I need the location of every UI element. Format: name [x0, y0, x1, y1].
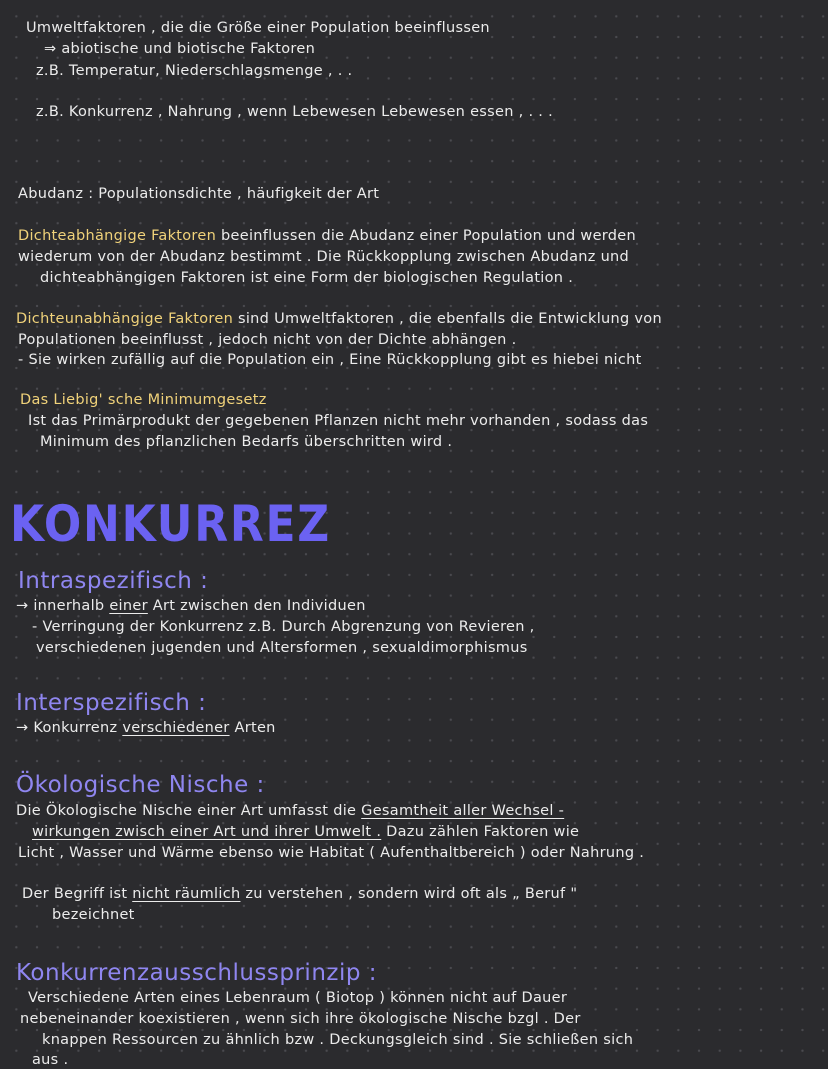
text-fragment: zu verstehen , sondern wird oft als „ Beruf " — [240, 886, 578, 902]
text-line: dichteabhängigen Faktoren ist eine Form der biologischen Regulation . — [40, 270, 574, 286]
text-line: Licht , Wasser und Wärme ebenso wie Habitat ( Aufenthaltbereich ) oder Nahrung . — [18, 845, 645, 861]
text-line: knappen Ressourcen zu ähnlich bzw . Deckungsgleich sind . Sie schließen sich — [42, 1032, 634, 1048]
text-line — [16, 720, 276, 736]
text-line: ⇒ abiotische und biotische Faktoren — [44, 41, 316, 57]
text-line — [22, 886, 577, 902]
text-line — [16, 311, 662, 327]
text-line: Abudanz : Populationsdichte , häufigkeit der Art — [18, 186, 380, 202]
text-fragment: Der Begriff ist — [22, 886, 133, 902]
text-fragment: sind Umweltfaktoren , die ebenfalls die Entwicklung von — [233, 311, 662, 327]
text-line — [16, 803, 564, 819]
text-line: verschiedenen jugenden und Altersformen , sexualdimorphismus — [36, 640, 528, 656]
text-line: nebeneinander koexistieren , wenn sich ihre ökologische Nische bzgl . Der — [20, 1011, 581, 1027]
text-line: Ist das Primärprodukt der gegebenen Pflanzen nicht mehr vorhanden , sodass das — [28, 413, 649, 429]
text-line: aus . — [32, 1052, 69, 1068]
text-fragment: Dazu zählen Faktoren wie — [381, 824, 580, 840]
text-line: - Verringung der Konkurrenz z.B. Durch Abgrenzung von Revieren , — [32, 619, 535, 635]
text-line: - Sie wirken zufällig auf die Population ein , Eine Rückkopplung gibt es hiebei nicht — [18, 352, 642, 368]
term-dichteunabhaengig: Dichteunabhängige Faktoren — [16, 311, 234, 327]
underlined-text: verschiedener — [122, 720, 230, 736]
text-fragment: Art zwischen den Individuen — [147, 598, 366, 614]
text-fragment: Arten — [229, 720, 276, 736]
liebig-title: Das Liebig' sche Minimumgesetz — [20, 392, 267, 408]
text-fragment: → innerhalb — [16, 598, 110, 614]
konkurrenz-title: KONKURREZ — [10, 495, 331, 553]
underlined-text: Gesamtheit aller Wechsel - — [361, 803, 565, 819]
text-line: Populationen beeinflusst , jedoch nicht von der Dichte abhängen . — [18, 332, 517, 348]
text-line: Umweltfaktoren , die die Größe einer Population beeinflussen — [26, 20, 490, 36]
text-line — [16, 598, 366, 614]
term-dichteabhaengig: Dichteabhängige Faktoren — [18, 228, 217, 244]
underlined-text: nicht räumlich — [132, 886, 241, 902]
text-line: z.B. Konkurrenz , Nahrung , wenn Lebewesen Lebewesen essen , . . . — [36, 104, 553, 120]
underlined-text: einer — [109, 598, 148, 614]
text-line — [32, 824, 579, 840]
text-line: wiederum von der Abudanz bestimmt . Die Rückkopplung zwischen Abudanz und — [18, 249, 630, 265]
text-line: z.B. Temperatur, Niederschlagsmenge , . . — [36, 63, 353, 79]
heading-intraspezifisch: Intraspezifisch : — [18, 568, 209, 594]
text-line — [18, 228, 636, 244]
text-fragment: Die Ökologische Nische einer Art umfasst die — [16, 803, 362, 819]
underlined-text: wirkungen zwisch einer Art und ihrer Umwelt . — [32, 824, 382, 840]
heading-konkurrenzausschlussprinzip: Konkurrenzausschlussprinzip : — [16, 960, 378, 986]
heading-interspezifisch: Interspezifisch : — [16, 690, 207, 716]
text-fragment: beeinflussen die Abudanz einer Population und werden — [216, 228, 637, 244]
text-line: Verschiedene Arten eines Lebenraum ( Biotop ) können nicht auf Dauer — [28, 990, 568, 1006]
text-line: Minimum des pflanzlichen Bedarfs überschritten wird . — [40, 434, 453, 450]
heading-oekologische-nische: Ökologische Nische : — [16, 772, 265, 798]
text-line: bezeichnet — [52, 907, 135, 923]
text-fragment: → Konkurrenz — [16, 720, 123, 736]
